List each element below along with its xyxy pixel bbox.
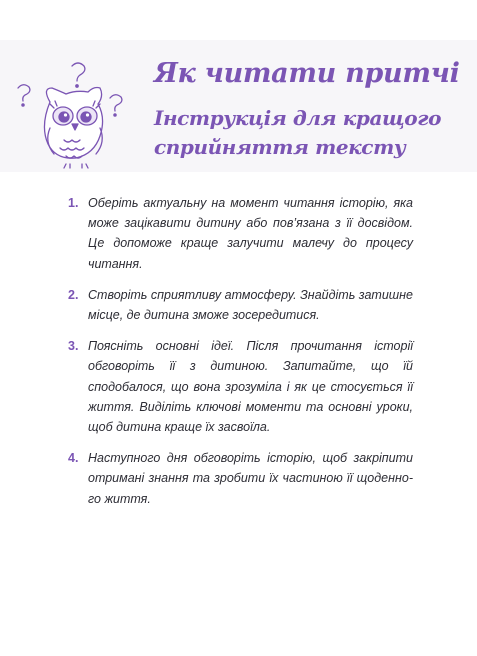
page-title: Як читати притчі [154,58,460,89]
question-mark-icon [110,95,122,116]
question-mark-icon [72,63,85,87]
item-number: 3. [68,339,79,354]
list-item [68,336,413,437]
page-subtitle: Інструкція для кращого сприйняття тексту [154,106,442,159]
list-item [68,448,413,509]
owl-illustration-icon [10,58,138,170]
item-number: 1. [68,196,79,210]
item-text: Наступного дня обговоріть історію, щоб закріпити отримані знання та зробити їх частиною її щоденного життя. [88,451,413,506]
item-text: Поясніть основні ідеї. Після прочитання історії обговоріть її з дитиною. Запитайте, що їй сподобалося, що вона зрозуміла і як це стосується її життя. Виділіть ключові моменти та основні уроки, щоб дитина краще їх засвоїла. [88,339,413,435]
item-text: Створіть сприятливу атмосферу. Знайдіть затишне місце, де дитина зможе зосередитися. [88,287,413,323]
item-text: Оберіть актуальну на момент читання історію, яка може зацікавити дитину або пов’язана з її досвідом. Це допоможе краще залучити малечу до процесу читання. [88,196,413,271]
list-item [68,193,413,274]
instructions-list [68,193,413,520]
item-number: 4. [68,451,79,466]
question-mark-icon [18,85,30,106]
list-item [68,285,413,325]
item-number: 2. [68,287,79,302]
